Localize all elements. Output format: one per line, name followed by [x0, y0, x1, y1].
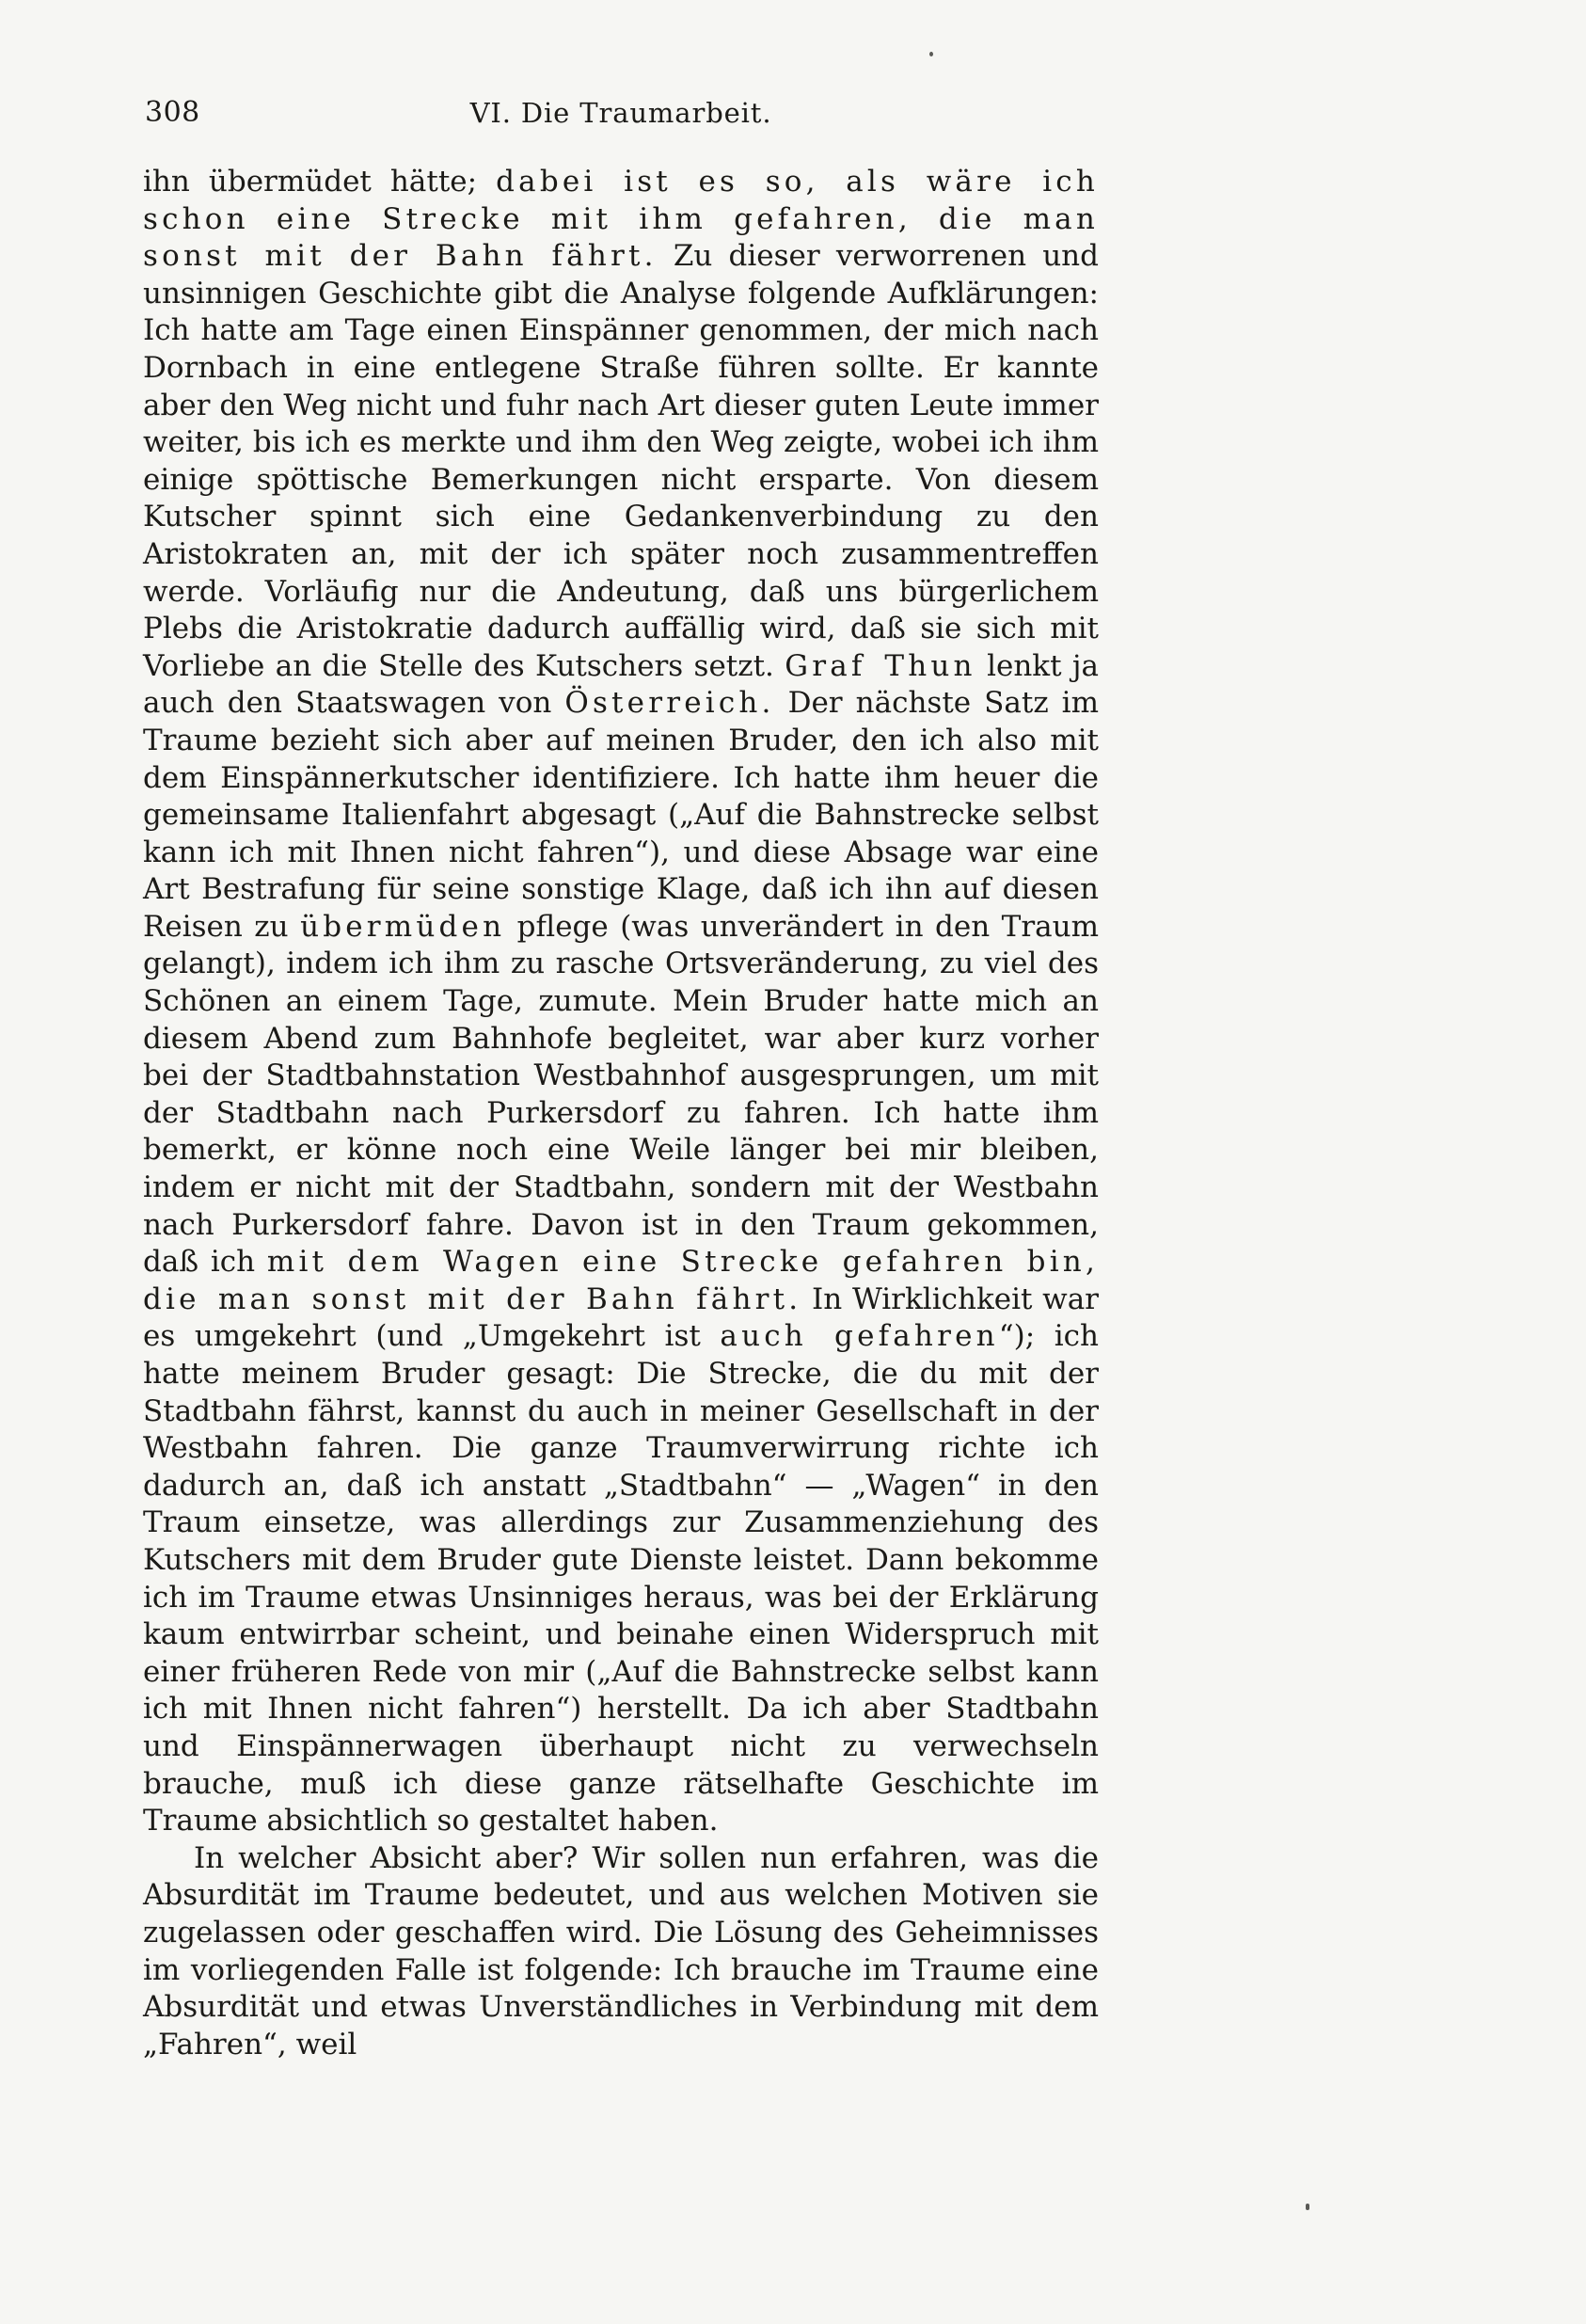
emphasized-text-segment: Österreich.	[564, 686, 775, 721]
paragraph	[143, 1840, 1099, 2064]
emphasized-text-segment: Graf Thun	[785, 648, 976, 683]
emphasized-text-segment: dabei ist es so, als wäre ich schon eine Strecke mit ihm gefahren, die man sonst mit der Bahn fährt.	[143, 165, 1100, 274]
running-head	[143, 94, 1099, 135]
paragraph	[143, 164, 1099, 1840]
emphasized-text-segment: übermüden	[300, 909, 506, 944]
emphasized-text-segment: mit dem Wagen eine Strecke gefahren bin, die man sonst mit der Bahn fährt.	[143, 1245, 1099, 1316]
text-segment: Der nächste Satz im Traume bezieht sich aber auf meinen Bruder, den ich also mit dem Einspännerkutscher identifiziere. Ich hatte ihm heuer die gemeinsame Italienfahrt abgesagt („Auf die Bahnstrecke selbst kann ich mit Ihnen nicht fahren“), und diese Absage war eine Art Bestrafung für seine sonstige Klage, daß ich ihn auf diesen Reisen zu	[143, 686, 1099, 944]
text-segment: “); ich hatte meinem Bruder gesagt: Die Strecke, die du mit der Stadtbahn fährst, kannst du auch in meiner Gesellschaft in der Westbahn fahren. Die ganze Traumverwirrung richte ich dadurch an, daß ich anstatt „Stadtbahn“ — „Wagen“ in den Traum einsetze, was allerdings zur Zusammenziehung des Kutschers mit dem Bruder gute Dienste leistet. Dann bekomme ich im Traume etwas Unsinniges heraus, was bei der Erklärung kaum entwirrbar scheint, und beinahe einen Widerspruch mit einer früheren Rede von mir („Auf die Bahnstrecke selbst kann ich mit Ihnen nicht fahren“) herstellt. Da ich aber Stadtbahn und Einspännerwagen überhaupt nicht zu verwechseln brauche, muß ich diese ganze rätselhafte Geschichte im Traume absichtlich so gestaltet haben.	[143, 1319, 1099, 1839]
chapter-title: VI. Die Traumarbeit.	[469, 97, 772, 129]
text-segment: In welcher Absicht aber? Wir sollen nun erfahren, was die Absurdität im Traume bedeutet, und aus welchen Motiven sie zugelassen oder geschaffen wird. Die Lösung des Geheimnisses im vorliegenden Falle ist folgende: Ich brauche im Traume eine Absurdität und etwas Unverständliches in Verbindung mit dem „Fahren“, weil	[143, 1840, 1099, 2061]
text-segment: pflege (was unverändert in den Traum gelangt), indem ich ihm zu rasche Ortsveränderung, zu viel des Schönen an einem Tage, zumute. Mein Bruder hatte mich an diesem Abend zum Bahnhofe begleitet, war aber kurz vorher bei der Stadtbahnstation Westbahnhof ausgesprungen, um mit der Stadtbahn nach Purkersdorf zu fahren. Ich hatte ihm bemerkt, er könne noch eine Weile länger bei mir bleiben, indem er nicht mit der Stadtbahn, sondern mit der Westbahn nach Purkersdorf fahre. Davon ist in den Traum gekommen, daß ich	[143, 909, 1099, 1280]
emphasized-text-segment: auch gefahren	[720, 1319, 999, 1354]
scan-speck	[1306, 2204, 1309, 2210]
text-segment: In Wirklichkeit war es umgekehrt (und „Umgekehrt ist	[143, 1281, 1099, 1354]
text-segment: lenkt ja auch den Staatswagen von	[143, 648, 1099, 721]
text-segment: Zu dieser verworrenen und unsinnigen Geschichte gibt die Analyse folgende Aufklärungen: Ich hatte am Tage einen Einspänner genommen, der mich nach Dornbach in eine entlegene Straße führen sollte. Er kannte aber den Weg nicht und fuhr nach Art dieser guten Leute immer weiter, bis ich es merkte und ihm den Weg zeigte, wobei ich ihm einige spöttische Bemerkungen nicht ersparte. Von diesem Kutscher spinnt sich eine Gedankenverbindung zu den Aristokraten an, mit der ich später noch zusammentreffen werde. Vorläufig nur die Andeutung, daß uns bürgerlichem Plebs die Aristokratie dadurch auffällig wird, daß sie sich mit Vorliebe an die Stelle des Kutschers setzt.	[143, 239, 1099, 683]
page-body	[143, 164, 1099, 2063]
scan-speck	[929, 52, 933, 56]
text-segment: ihn übermüdet hätte;	[143, 165, 497, 199]
type-area	[143, 94, 1099, 2063]
page-number: 308	[145, 96, 200, 129]
